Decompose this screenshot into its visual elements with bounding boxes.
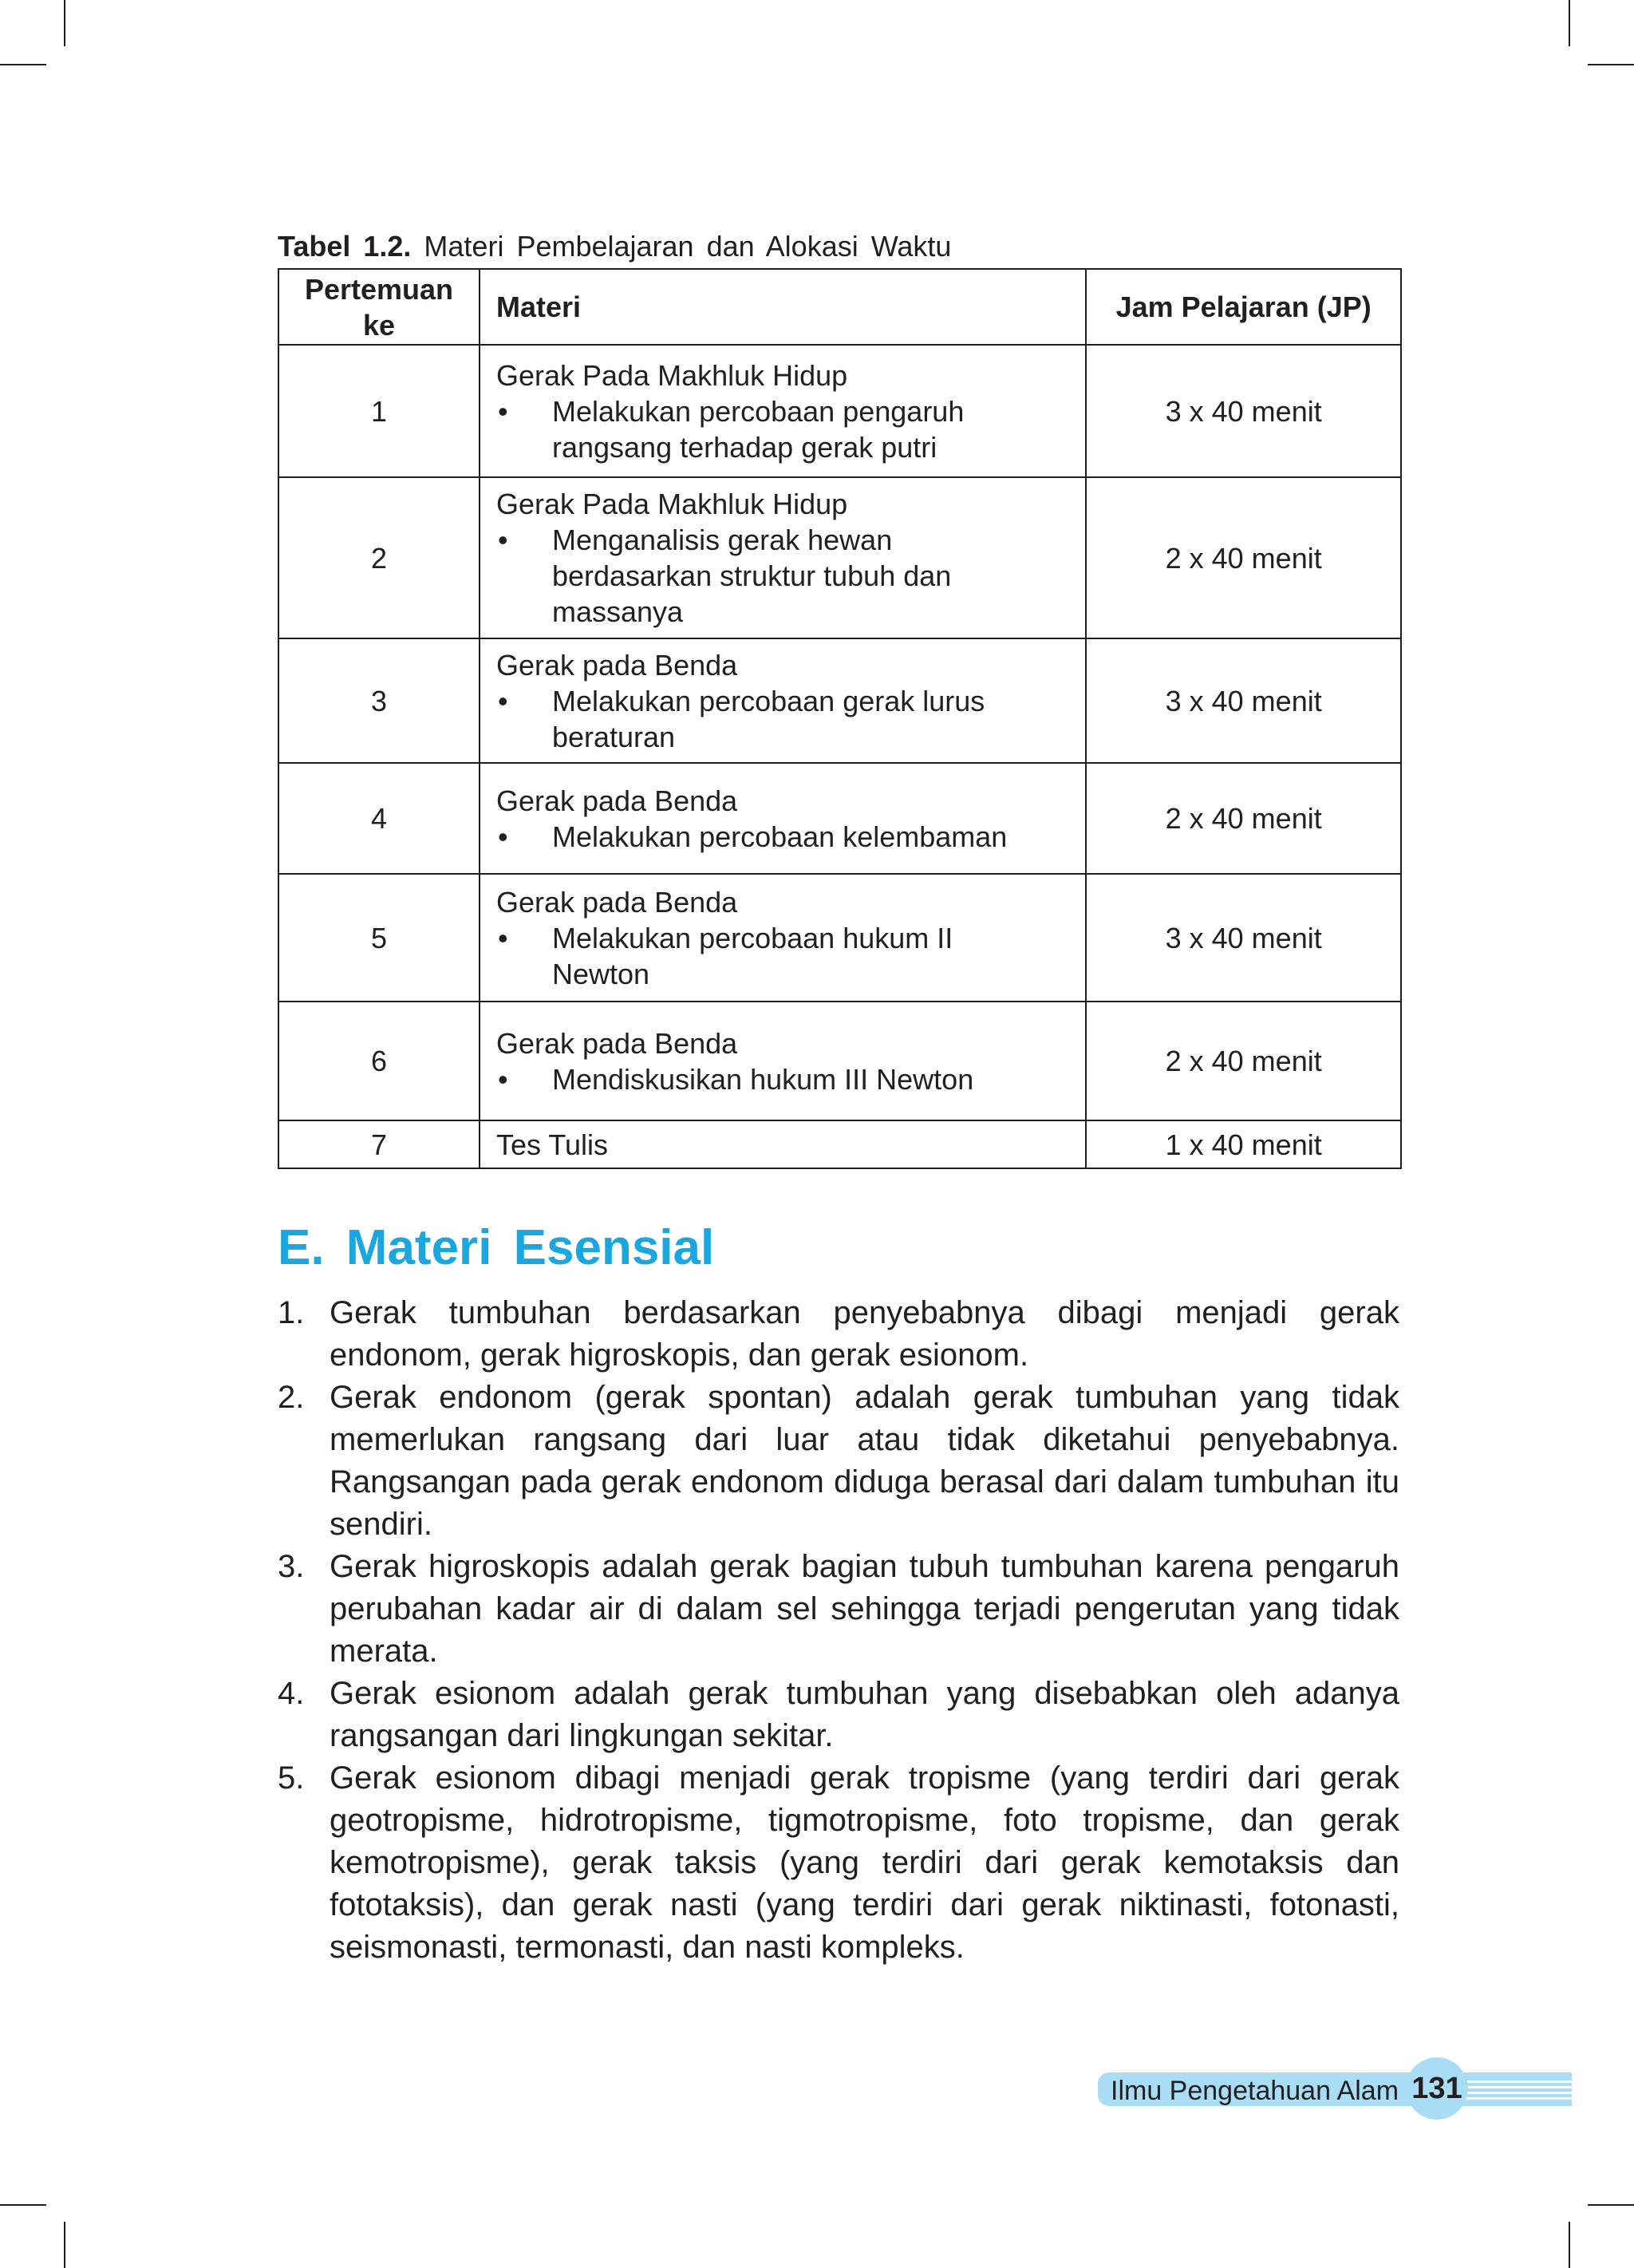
list-item	[278, 1673, 1399, 1757]
material-cell	[480, 638, 1086, 763]
material-title: Gerak pada Benda	[495, 1026, 738, 1060]
material-title: Gerak pada Benda	[495, 885, 738, 919]
bullet-text	[552, 1061, 1085, 1097]
crop-mark	[1569, 2222, 1570, 2268]
bullet-line: Melakukan percobaan gerak lurus	[551, 684, 985, 717]
list-item-text: Gerak tumbuhan berdasarkan penyebabnya dibagi menjadi gerak endonom, gerak higroskopis, dan gerak esionom.	[330, 1295, 1399, 1373]
table-row	[278, 345, 1401, 477]
bullet-icon: •	[497, 684, 508, 717]
meeting-number: 5	[278, 874, 480, 1002]
footer-subject: Ilmu Pengetahuan Alam	[1111, 2076, 1399, 2106]
crop-mark	[0, 64, 46, 65]
header-meeting	[278, 269, 480, 345]
material-bullet	[496, 522, 1085, 630]
bullet-text	[552, 522, 1085, 630]
material-cell	[480, 874, 1086, 1002]
table-row	[278, 638, 1401, 763]
list-item	[278, 1377, 1399, 1546]
bullet-text	[552, 920, 1085, 992]
header-material: Materi	[480, 269, 1086, 345]
bullet-line: berdasarkan struktur tubuh dan	[551, 559, 952, 592]
table-row	[278, 1002, 1401, 1120]
table-row	[278, 763, 1401, 874]
list-item-number: 4.	[278, 1676, 305, 1711]
material-cell	[480, 345, 1086, 477]
table-caption-label: Tabel 1.2.	[278, 230, 412, 263]
hours-cell: 2 x 40 menit	[1086, 477, 1401, 638]
list-item-text: Gerak higroskopis adalah gerak bagian tubuh tumbuhan karena pengaruh perubahan kadar air di dalam sel sehingga terjadi pengerutan yang tidak merata.	[330, 1549, 1399, 1669]
material-title: Gerak Pada Makhluk Hidup	[495, 358, 848, 392]
list-item-text: Gerak esionom adalah gerak tumbuhan yang disebabkan oleh adanya rangsangan dari lingkungan sekitar.	[330, 1676, 1399, 1753]
material-bullet	[496, 920, 1085, 992]
hours-cell: 3 x 40 menit	[1086, 638, 1401, 763]
bullet-icon: •	[497, 820, 508, 853]
bullet-icon: •	[497, 1062, 508, 1096]
list-item-number: 2.	[278, 1380, 305, 1415]
bullet-icon: •	[497, 524, 508, 556]
crop-mark	[64, 2222, 65, 2268]
header-meeting-line2: ke	[362, 308, 395, 342]
bullet-icon: •	[497, 921, 508, 954]
crop-mark	[0, 2204, 46, 2206]
table-caption-text: Materi Pembelajaran dan Alokasi Waktu	[424, 230, 952, 263]
material-bullet	[496, 393, 1085, 465]
table-row	[278, 477, 1401, 638]
bullet-line: Melakukan percobaan pengaruh	[551, 394, 965, 428]
meeting-number: 3	[278, 638, 480, 763]
hours-cell: 3 x 40 menit	[1086, 874, 1401, 1002]
bullet-text	[552, 819, 1085, 855]
crop-mark	[64, 0, 65, 46]
material-cell	[480, 763, 1086, 874]
bullet-line: Melakukan percobaan kelembaman	[551, 820, 1008, 853]
list-item-text: Gerak endonom (gerak spontan) adalah gerak tumbuhan yang tidak memerlukan rangsang dari luar atau tidak diketahui penyebabnya. Rangsangan pada gerak endonom diduga berasal dari dalam tumbuhan itu sendiri.	[330, 1380, 1399, 1542]
essential-material-list	[278, 1292, 1399, 1969]
material-cell	[480, 477, 1086, 638]
lesson-schedule-table	[278, 268, 1402, 1169]
material-bullet	[496, 819, 1085, 855]
hours-cell: 2 x 40 menit	[1086, 763, 1401, 874]
material-title: Tes Tulis	[495, 1128, 609, 1161]
hours-cell: 2 x 40 menit	[1086, 1002, 1401, 1120]
material-title: Gerak pada Benda	[495, 784, 738, 817]
material-title: Gerak Pada Makhluk Hidup	[495, 488, 848, 520]
material-cell	[480, 1120, 1086, 1168]
material-bullet	[496, 683, 1085, 755]
table-header-row	[278, 269, 1401, 345]
header-meeting-line1: Pertemuan	[304, 272, 454, 306]
bullet-line: Menganalisis gerak hewan	[551, 524, 893, 556]
list-item	[278, 1546, 1399, 1673]
bullet-text	[552, 683, 1085, 755]
bullet-line: Melakukan percobaan hukum II	[551, 921, 953, 954]
meeting-number: 2	[278, 477, 480, 638]
meeting-number: 6	[278, 1002, 480, 1120]
bullet-line: rangsang terhadap gerak putri	[551, 430, 937, 464]
meeting-number: 4	[278, 763, 480, 874]
crop-mark	[1588, 64, 1634, 65]
bullet-line: beraturan	[551, 720, 676, 753]
material-cell	[480, 1002, 1086, 1120]
list-item-number: 1.	[278, 1295, 305, 1330]
section-title: E. Materi Esensial	[278, 1220, 715, 1275]
bullet-text	[552, 393, 1085, 465]
hours-cell: 1 x 40 menit	[1086, 1120, 1401, 1168]
hours-cell: 3 x 40 menit	[1086, 345, 1401, 477]
list-item-number: 3.	[278, 1549, 305, 1584]
list-item-text: Gerak esionom dibagi menjadi gerak tropisme (yang terdiri dari gerak geotropisme, hidrotropisme, tigmotropisme, foto tropisme, dan gerak kemotropisme), gerak taksis (yang terdiri dari gerak kemotaksis dan fototaksis), dan gerak nasti (yang terdiri dari gerak niktinasti, fotonasti, seismonasti, termonasti, dan nasti kompleks.	[330, 1760, 1399, 1965]
material-bullet	[496, 1061, 1085, 1097]
meeting-number: 7	[278, 1120, 480, 1168]
bullet-line: massanya	[551, 595, 684, 628]
page-number: 131	[1406, 2057, 1468, 2120]
list-item	[278, 1757, 1399, 1969]
header-hours: Jam Pelajaran (JP)	[1086, 269, 1401, 345]
list-item-number: 5.	[278, 1760, 305, 1796]
crop-mark	[1588, 2204, 1634, 2206]
footer-stripes	[1452, 2077, 1572, 2101]
meeting-number: 1	[278, 345, 480, 477]
table-caption	[278, 228, 1403, 265]
material-title: Gerak pada Benda	[495, 648, 738, 682]
bullet-line: Mendiskusikan hukum III Newton	[551, 1062, 974, 1096]
list-item	[278, 1292, 1399, 1377]
bullet-icon: •	[497, 394, 508, 428]
table-row	[278, 1120, 1401, 1168]
table-row	[278, 874, 1401, 1002]
crop-mark	[1569, 0, 1570, 46]
bullet-line: Newton	[551, 957, 650, 990]
